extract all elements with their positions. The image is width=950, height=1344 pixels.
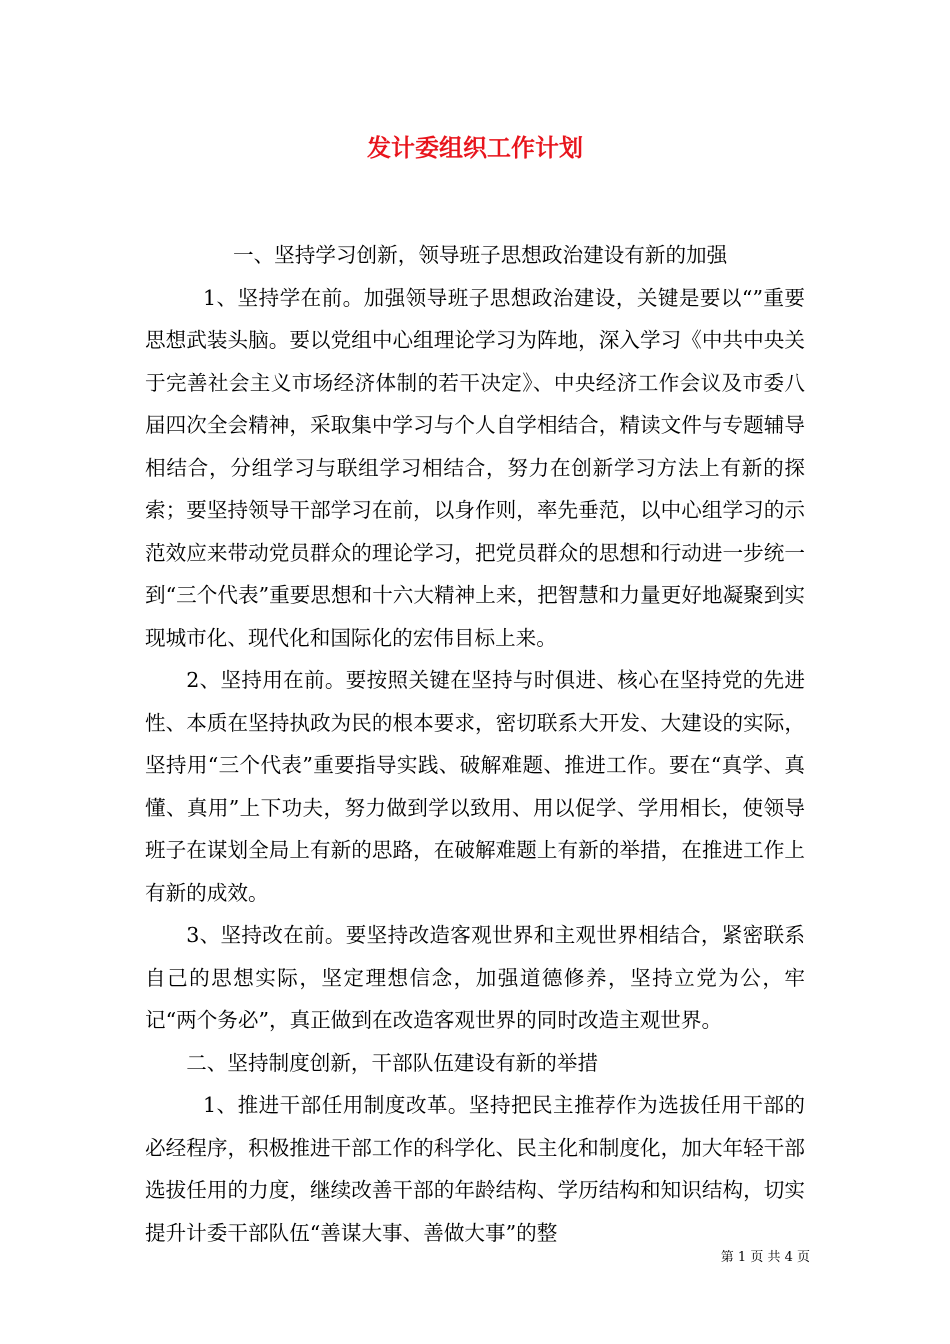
document-body xyxy=(145,234,805,1254)
paragraph-1-1: 1、坚持学在前。加强领导班子思想政治建设，关键是要以“”重要思想武装头脑。要以党组中心组理论学习为阵地，深入学习《中共中央关于完善社会主义市场经济体制的若干决定》、中央经济工作会议及市委八届四次全会精神，采取集中学习与个人自学相结合，精读文件与专题辅导相结合，分组学习与联组学习相结合，努力在创新学习方法上有新的探索；要坚持领导干部学习在前，以身作则，率先垂范，以中心组学习的示范效应来带动党员群众的理论学习，把党员群众的思想和行动进一步统一到“三个代表”重要思想和十六大精神上来，把智慧和力量更好地凝聚到实现城市化、现代化和国际化的宏伟目标上来。 xyxy=(145,285,805,650)
page-number-footer: 第 1 页 共 4 页 xyxy=(720,1250,810,1265)
paragraph-1-3: 3、坚持改在前。要坚持改造客观世界和主观世界相结合，紧密联系自己的思想实际，坚定理想信念，加强道德修养，坚持立党为公，牢记“两个务必”，真正做到在改造客观世界的同时改造主观世界。 xyxy=(145,923,805,1032)
paragraph-2-1: 1、推进干部任用制度改革。坚持把民主推荐作为选拔任用干部的必经程序，积极推进干部工作的科学化、民主化和制度化，加大年轻干部选拔任用的力度，继续改善干部的年龄结构、学历结构和知识结构，切实提升计委干部队伍“善谋大事、善做大事”的整 xyxy=(145,1093,805,1245)
section-heading-1: 一、坚持学习创新，领导班子思想政治建设有新的加强 xyxy=(233,243,728,267)
section-heading-2: 二、坚持制度创新，干部队伍建设有新的举措 xyxy=(186,1050,599,1075)
document-title: 发计委组织工作计划 xyxy=(367,133,583,162)
paragraph-1-2: 2、坚持用在前。要按照关键在坚持与时俱进、核心在坚持党的先进性、本质在坚持执政为民的根本要求，密切联系大开发、大建设的实际，坚持用“三个代表”重要指导实践、破解难题、推进工作。要在“真学、真懂、真用”上下功夫，努力做到学以致用、用以促学、学用相长，使领导班子在谋划全局上有新的思路，在破解难题上有新的举措，在推进工作上有新的成效。 xyxy=(145,668,805,905)
